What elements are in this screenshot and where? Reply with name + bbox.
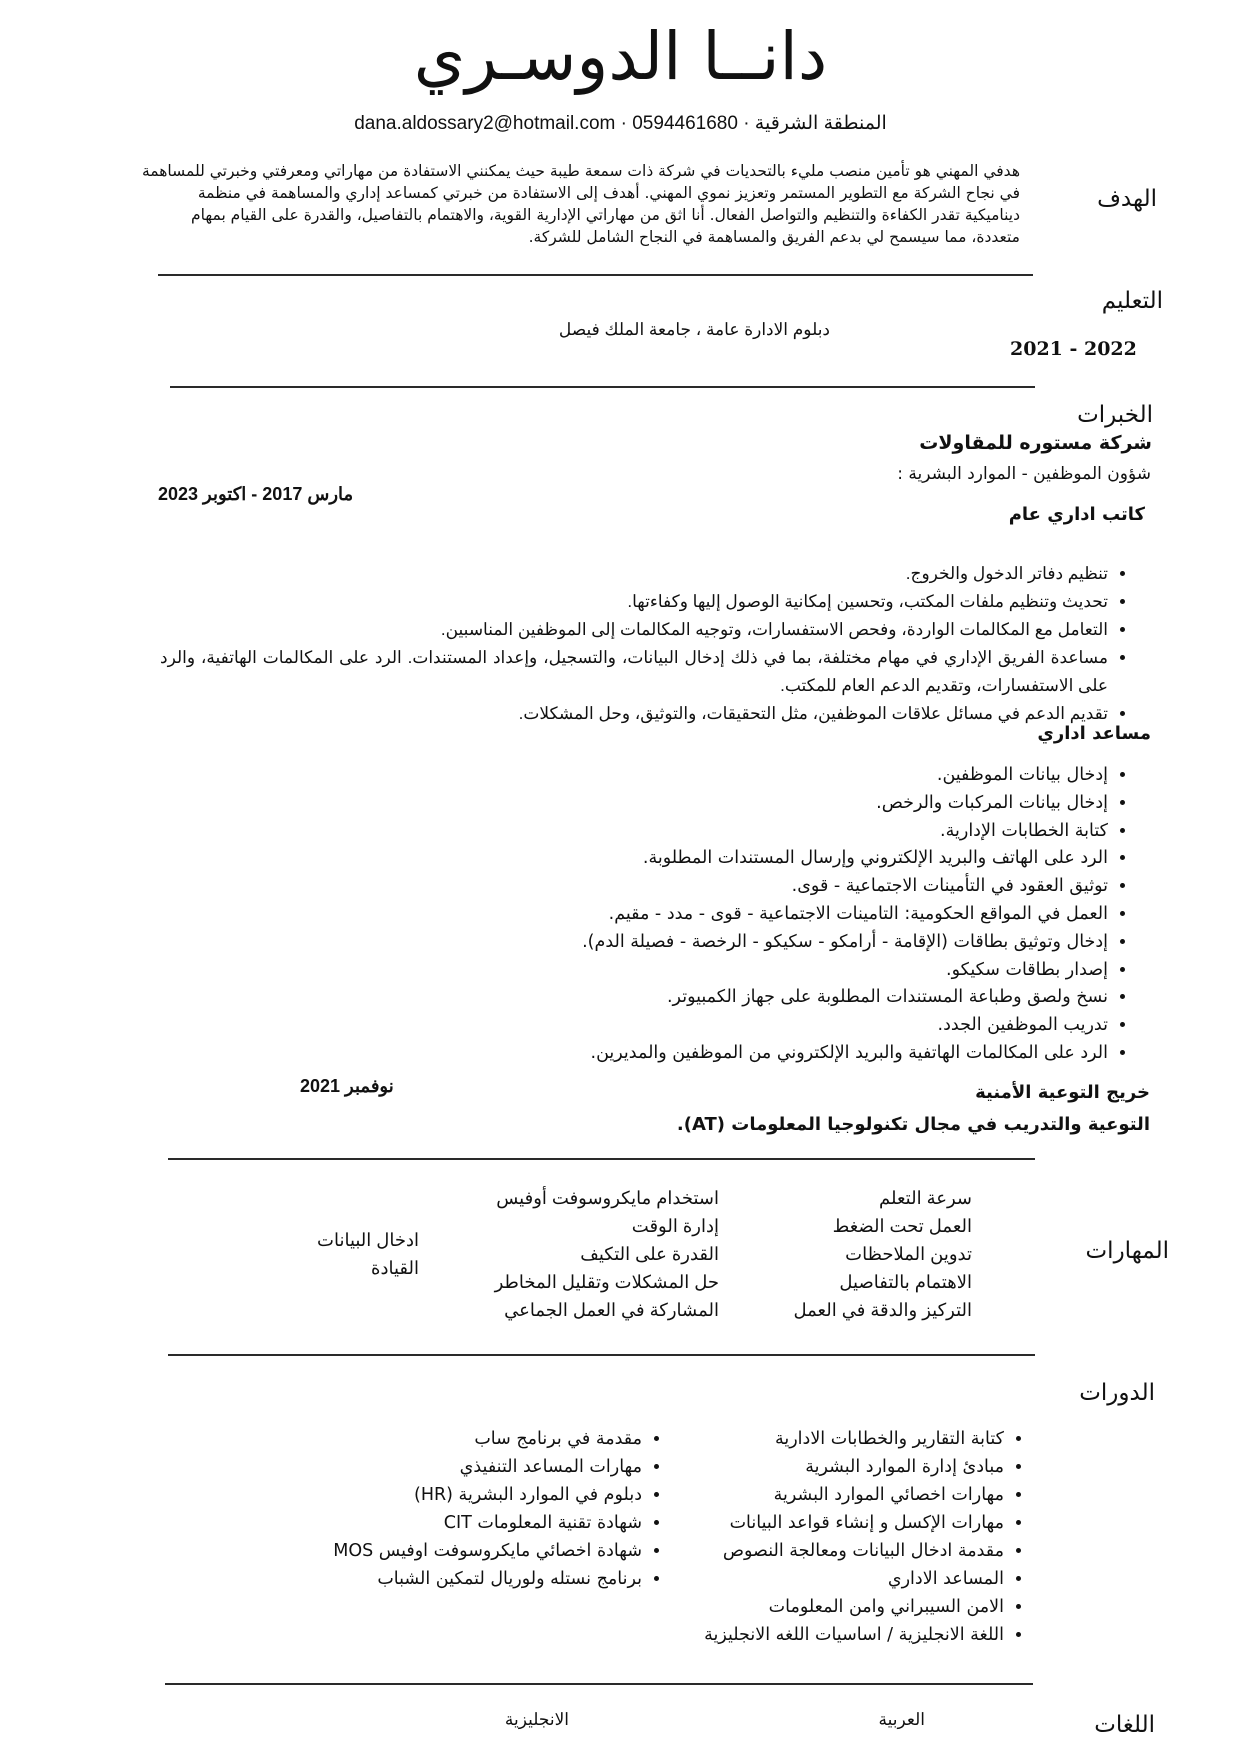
- course-item: • مقدمة ادخال البيانات ومعالجة النصوص: [626, 1537, 1004, 1565]
- list-item: • التعامل مع المكالمات الواردة، وفحص الاستفسارات، وتوجيه المكالمات إلى الموظفين المناسبين.: [160, 616, 1108, 644]
- skill-item: الاهتمام بالتفاصيل: [839, 1272, 972, 1292]
- list-item: • إدخال وتوثيق بطاقات (الإقامة - أرامكو - سكيكو - الرخصة - فصيلة الدم).: [500, 929, 1108, 957]
- course-item: • دبلوم في الموارد البشرية (HR): [284, 1481, 642, 1509]
- list-item: • العمل في المواقع الحكومية: التامينات الاجتماعية - قوى - مدد - مقيم.: [500, 901, 1108, 929]
- course-item: • مهارات الإكسل و إنشاء قواعد البيانات: [626, 1509, 1004, 1537]
- skill-item: تدوين الملاحظات: [845, 1244, 972, 1264]
- course-item: • المساعد الاداري: [626, 1565, 1004, 1593]
- course-item: • شهادة اخصائي مايكروسوفت اوفيس MOS: [284, 1537, 642, 1565]
- role-tasks: [160, 560, 1130, 728]
- objective-heading: الهدف: [1097, 186, 1157, 212]
- skill-item: العمل تحت الضغط: [832, 1216, 972, 1236]
- course-item: • مهارات اخصائي الموارد البشرية: [626, 1481, 1004, 1509]
- list-item: • توثيق العقود في التأمينات الاجتماعية - قوى.: [500, 873, 1108, 901]
- skills-column-1: [772, 1184, 972, 1324]
- list-item: • نسخ ولصق وطباعة المستندات المطلوبة على جهاز الكمبيوتر.: [500, 984, 1108, 1012]
- skills-heading: المهارات: [1085, 1238, 1169, 1264]
- courses-column-2: [284, 1425, 664, 1593]
- divider: [158, 274, 1033, 276]
- list-item: • إصدار بطاقات سكيكو.: [500, 957, 1108, 985]
- skills-column-3: [259, 1226, 419, 1282]
- course-item: • مبادئ إدارة الموارد البشرية: [626, 1453, 1004, 1481]
- list-item: • الرد على الهاتف والبريد الإلكتروني وإرسال المستندات المطلوبة.: [500, 845, 1108, 873]
- candidate-name: دانــا الدوسـري: [413, 18, 828, 95]
- skill-item: القدرة على التكيف: [580, 1244, 719, 1264]
- courses-heading: الدورات: [1079, 1380, 1155, 1406]
- education-dates: 2021 - 2022: [1010, 338, 1137, 360]
- role-title: مساعد اداري: [1037, 723, 1151, 744]
- list-item: • تحديث وتنظيم ملفات المكتب، وتحسين إمكانية الوصول إليها وكفاءتها.: [160, 588, 1108, 616]
- skill-item: إدارة الوقت: [631, 1216, 719, 1236]
- list-item: • تدريب الموظفين الجدد.: [500, 1012, 1108, 1040]
- experience-heading: الخبرات: [1077, 402, 1153, 428]
- skill-item: سرعة التعلم: [879, 1188, 972, 1208]
- divider: [168, 1158, 1035, 1160]
- list-item: • مساعدة الفريق الإداري في مهام مختلفة، بما في ذلك إدخال البيانات، والتسجيل، وإعداد المستندات. الرد على المكالمات الهاتفية، والرد على الاستفسارات، وتقديم الدعم العام للمكتب.: [160, 644, 1108, 700]
- divider: [170, 386, 1035, 388]
- skills-column-2: [459, 1184, 719, 1324]
- course-item: • كتابة التقارير والخطابات الادارية: [626, 1425, 1004, 1453]
- course-item: • شهادة تقنية المعلومات CIT: [284, 1509, 642, 1537]
- experience-dates: مارس 2017 - اكتوبر 2023: [158, 484, 354, 504]
- course-item: • مقدمة في برنامج ساب: [284, 1425, 642, 1453]
- list-item: • تقديم الدعم في مسائل علاقات الموظفين، مثل التحقيقات، والتوثيق، وحل المشكلات.: [160, 700, 1108, 728]
- objective-text: هدفي المهني هو تأمين منصب مليء بالتحديات في شركة ذات سمعة طيبة حيث يمكنني الاستفادة من مهاراتي ومعرفتي وخبرتي للمساهمة في نجاح الشركة مع التطوير المستمر وتعزيز نموي المهني. أهدف إلى الاستفادة من خبرتي كمساعد إداري والمساهمة في منظمة ديناميكية تقدر الكفاءة والتنظيم والتواصل الفعال. أنا اثق من مهاراتي الإدارية القوية، والاهتمام بالتفاصيل، والقدرة على القيام بمهام متعددة، مما سيسمح لي بدعم الفريق والمساهمة في النجاح الشامل للشركة.: [141, 162, 1020, 246]
- list-item: • تنظيم دفاتر الدخول والخروج.: [160, 560, 1108, 588]
- divider: [165, 1683, 1033, 1685]
- skill-item: حل المشكلات وتقليل المخاطر: [494, 1272, 719, 1292]
- list-item: • الرد على المكالمات الهاتفية والبريد الإلكتروني من الموظفين والمديرين.: [500, 1040, 1108, 1068]
- training-title: خريج التوعية الأمنية: [975, 1082, 1150, 1103]
- divider: [168, 1354, 1035, 1356]
- company-name: شركة مستوره للمقاولات: [919, 432, 1152, 454]
- language-item: الانجليزية: [504, 1710, 569, 1729]
- languages-heading: اللغات: [1094, 1712, 1155, 1738]
- education-heading: التعليم: [1101, 288, 1163, 314]
- skill-item: المشاركة في العمل الجماعي: [504, 1300, 719, 1320]
- role-title: كاتب اداري عام: [1008, 504, 1145, 525]
- courses-column-1: [626, 1425, 1026, 1649]
- department: شؤون الموظفين - الموارد البشرية :: [897, 464, 1151, 484]
- course-item: • الامن السيبراني وامن المعلومات: [626, 1593, 1004, 1621]
- list-item: • إدخال بيانات المركبات والرخص.: [500, 790, 1108, 818]
- language-item: العربية: [878, 1710, 925, 1729]
- list-item: • كتابة الخطابات الإدارية.: [500, 818, 1108, 846]
- course-item: • مهارات المساعد التنفيذي: [284, 1453, 642, 1481]
- training-date: نوفمبر 2021: [300, 1076, 394, 1096]
- list-item: • إدخال بيانات الموظفين.: [500, 762, 1108, 790]
- skill-item: ادخال البيانات: [317, 1230, 419, 1250]
- course-item: • برنامج نستله ولوريال لتمكين الشباب: [284, 1565, 642, 1593]
- education-degree: دبلوم الادارة عامة ، جامعة الملك فيصل: [558, 320, 830, 339]
- skill-item: التركيز والدقة في العمل: [793, 1300, 972, 1320]
- role-tasks: [500, 762, 1130, 1068]
- skill-item: استخدام مايكروسوفت أوفيس: [496, 1188, 719, 1208]
- course-item: • اللغة الانجليزية / اساسيات اللغه الانجليزية: [626, 1621, 1004, 1649]
- contact-info: المنطقة الشرقية · dana.aldossary2@hotmail.com · 0594461680: [354, 113, 887, 134]
- skill-item: القيادة: [371, 1258, 419, 1278]
- training-description: التوعية والتدريب في مجال تكنولوجيا المعلومات (AT).: [676, 1114, 1150, 1135]
